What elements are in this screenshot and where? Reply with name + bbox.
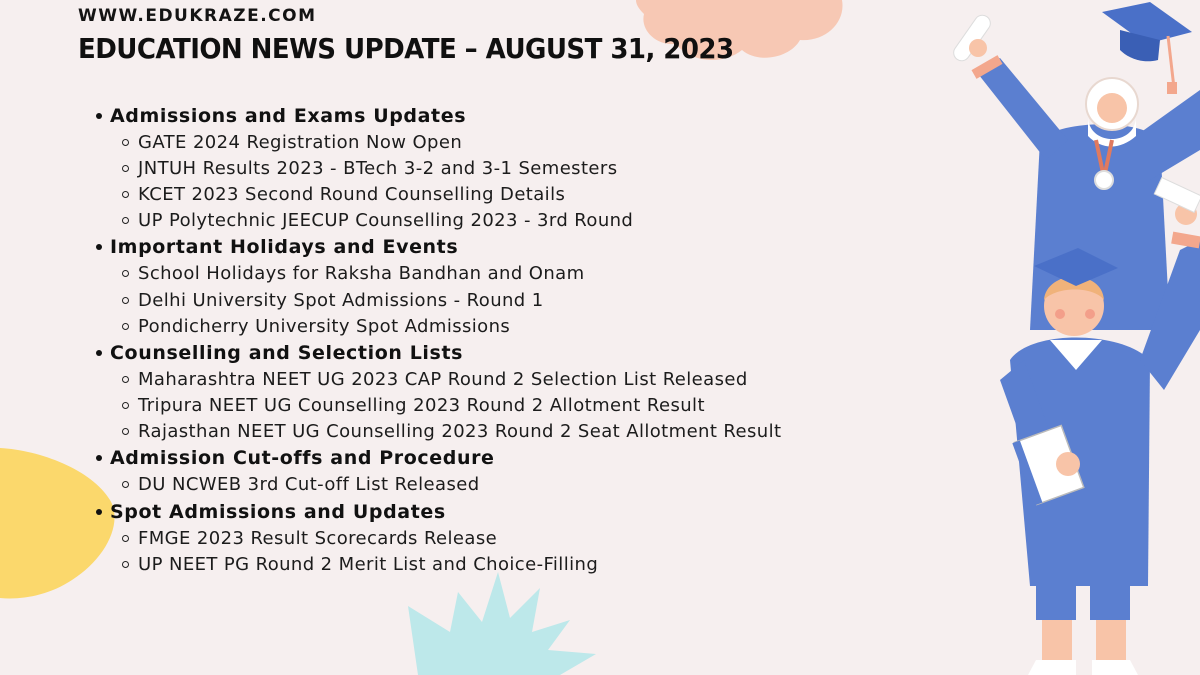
news-item [122, 129, 816, 155]
graduate-arm-left [975, 58, 1068, 160]
news-item [122, 155, 816, 181]
graduates-illustration [951, 2, 1200, 675]
section-heading: Admissions and Exams Updates [110, 104, 467, 127]
news-item-text: Maharashtra NEET UG 2023 CAP Round 2 Selection List Released [138, 368, 748, 390]
news-section-admissions [96, 102, 816, 234]
news-item-text: KCET 2023 Second Round Counselling Details [138, 183, 566, 205]
circle-bullet-icon [122, 191, 129, 198]
section-heading: Spot Admissions and Updates [110, 500, 446, 523]
news-section-counselling [96, 339, 816, 445]
news-item-text: JNTUH Results 2023 - BTech 3-2 and 3-1 Semesters [138, 157, 618, 179]
news-item-text: FMGE 2023 Result Scorecards Release [138, 527, 498, 549]
news-item [122, 261, 816, 287]
circle-bullet-icon [122, 428, 129, 435]
page-title: EDUCATION NEWS UPDATE – AUGUST 31, 2023 [78, 32, 734, 65]
bullet-icon [96, 509, 102, 515]
news-item-text: Rajasthan NEET UG Counselling 2023 Round 2 Seat Allotment Result [138, 421, 782, 443]
circle-bullet-icon [122, 561, 129, 568]
news-item-text: Delhi University Spot Admissions - Round 1 [138, 289, 544, 311]
news-section-cutoffs [96, 445, 816, 498]
circle-bullet-icon [122, 376, 129, 383]
circle-bullet-icon [122, 535, 129, 542]
news-item-text: Tripura NEET UG Counselling 2023 Round 2 Allotment Result [138, 395, 705, 417]
news-item-text: School Holidays for Raksha Bandhan and Onam [138, 263, 585, 285]
bullet-icon [96, 455, 102, 461]
news-item [122, 181, 816, 207]
news-item [122, 551, 816, 577]
section-heading: Admission Cut-offs and Procedure [110, 447, 495, 470]
circle-bullet-icon [122, 297, 129, 304]
news-item [122, 393, 816, 419]
cyan-starburst [408, 572, 596, 675]
news-list [96, 102, 816, 577]
diploma-scroll [951, 12, 994, 64]
news-item-text: UP NEET PG Round 2 Merit List and Choice-Filling [138, 553, 599, 575]
news-item [122, 419, 816, 445]
section-heading: Counselling and Selection Lists [110, 341, 464, 364]
news-item-text: UP Polytechnic JEECUP Counselling 2023 - 3rd Round [138, 210, 634, 232]
news-item-text: GATE 2024 Registration Now Open [138, 131, 463, 153]
news-item [122, 472, 816, 498]
circle-bullet-icon [122, 402, 129, 409]
news-section-holidays [96, 234, 816, 340]
bullet-icon [96, 244, 102, 250]
news-item-text: DU NCWEB 3rd Cut-off List Released [138, 474, 480, 496]
medal [1095, 171, 1113, 189]
circle-bullet-icon [122, 481, 129, 488]
site-url: WWW.EDUKRAZE.COM [78, 6, 317, 26]
news-item-text: Pondicherry University Spot Admissions [138, 315, 511, 337]
circle-bullet-icon [122, 165, 129, 172]
news-item [122, 366, 816, 392]
bullet-icon [96, 350, 102, 356]
circle-bullet-icon [122, 323, 129, 330]
news-section-spot-admissions [96, 498, 816, 577]
bullet-icon [96, 113, 102, 119]
news-item [122, 525, 816, 551]
circle-bullet-icon [122, 270, 129, 277]
news-item [122, 313, 816, 339]
section-heading: Important Holidays and Events [110, 236, 459, 259]
news-item [122, 287, 816, 313]
news-item [122, 208, 816, 234]
circle-bullet-icon [122, 139, 129, 146]
circle-bullet-icon [122, 217, 129, 224]
